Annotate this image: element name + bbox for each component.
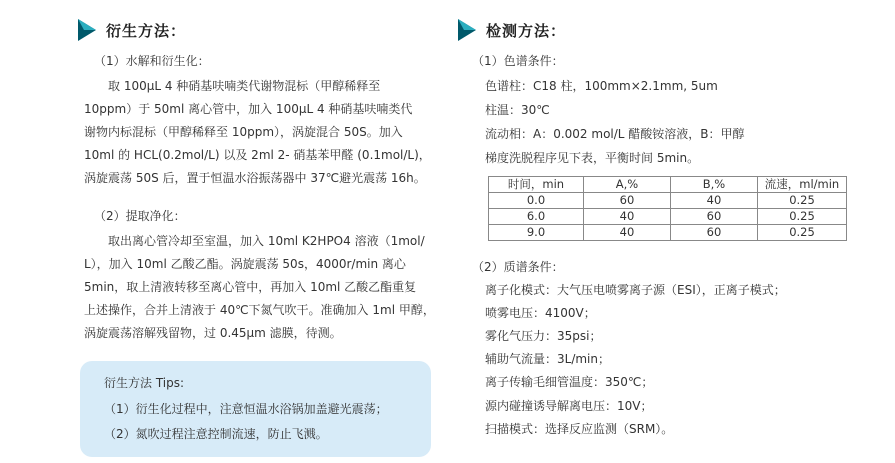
left-s1-title: （1）水解和衍生化： — [94, 54, 210, 68]
right-s2-line: 辅助气流量：3L/min； — [485, 352, 610, 366]
table-cell: 40 — [584, 225, 671, 241]
right-s2-title: （2）质谱条件： — [472, 260, 564, 274]
table-cell: 60 — [584, 193, 671, 209]
right-s1-line: 流动相：A：0.002 mol/L 醋酸铵溶液，B：甲醇 — [485, 127, 745, 141]
left-heading — [78, 16, 186, 44]
right-s1-title: （1）色谱条件： — [472, 54, 564, 68]
right-heading — [458, 16, 566, 44]
table-header-cell: A,% — [584, 177, 671, 193]
left-heading-text: 衍生方法： — [106, 21, 187, 40]
left-s2-line: 上述操作，合并上清液于 40℃下氮气吹干。准确加入 1ml 甲醇， — [84, 303, 435, 317]
table-cell: 0.0 — [489, 193, 584, 209]
left-s2-line: 5min，取上清液转移至离心管中，再加入 10ml 乙酸乙酯重复 — [84, 280, 417, 294]
table-cell: 9.0 — [489, 225, 584, 241]
left-s1-line: 取 100μL 4 种硝基呋喃类代谢物混标（甲醇稀释至 — [108, 79, 381, 93]
table-cell: 6.0 — [489, 209, 584, 225]
table-row — [489, 193, 847, 209]
table-row — [489, 225, 847, 241]
left-s2-line: 取出离心管冷却至室温，加入 10ml K2HPO4 溶液（1mol/ — [108, 234, 425, 248]
left-s1-line: 谢物内标混标（甲醇稀释至 10ppm），涡旋混合 50S。加入 — [84, 125, 403, 139]
table-cell: 40 — [671, 193, 758, 209]
table-cell: 60 — [671, 209, 758, 225]
left-s2-title: （2）提取净化： — [94, 209, 186, 223]
table-cell: 0.25 — [758, 225, 847, 241]
right-s2-line: 源内碰撞诱导解离电压：10V； — [485, 399, 653, 413]
left-s1-line: 10ppm）于 50ml 离心管中，加入 100μL 4 种硝基呋喃类代 — [84, 102, 413, 116]
tips-title: 衍生方法 Tips: — [104, 376, 185, 390]
triangle-bullet-icon — [458, 19, 478, 41]
right-s2-line: 离子传输毛细管温度：350℃； — [485, 375, 654, 389]
table-cell: 60 — [671, 225, 758, 241]
table-cell: 0.25 — [758, 193, 847, 209]
tips-item: （1）衍生化过程中，注意恒温水浴锅加盖避光震荡； — [104, 402, 388, 416]
right-s1-line: 柱温：30℃ — [485, 103, 550, 117]
right-s2-line: 喷雾电压：4100V； — [485, 306, 596, 320]
triangle-bullet-icon — [78, 19, 98, 41]
right-s1-line: 梯度洗脱程序见下表，平衡时间 5min。 — [485, 151, 700, 165]
right-heading-text: 检测方法： — [486, 21, 567, 40]
table-header-cell: B,% — [671, 177, 758, 193]
table-cell: 40 — [584, 209, 671, 225]
table-row — [489, 209, 847, 225]
left-s1-line: 涡旋震荡 50S 后，置于恒温水浴振荡器中 37℃避光震荡 16h。 — [84, 171, 426, 185]
table-header-row — [489, 177, 847, 193]
left-s2-line: L），加入 10ml 乙酸乙酯。涡旋震荡 50s，4000r/min 离心 — [84, 257, 406, 271]
gradient-table — [488, 176, 847, 241]
table-header-cell: 时间，min — [489, 177, 584, 193]
right-s2-line: 雾化气压力：35psi； — [485, 329, 602, 343]
table-cell: 0.25 — [758, 209, 847, 225]
tips-item: （2）氮吹过程注意控制流速，防止飞溅。 — [104, 427, 328, 441]
left-s1-line: 10ml 的 HCL(0.2mol/L) 以及 2ml 2- 硝基苯甲醛 (0.1mol/L)， — [84, 148, 431, 162]
left-s2-line: 涡旋震荡溶解残留物，过 0.45μm 滤膜，待测。 — [84, 326, 342, 340]
right-s1-line: 色谱柱：C18 柱，100mm×2.1mm, 5um — [485, 79, 718, 93]
table-header-cell: 流速，ml/min — [758, 177, 847, 193]
right-s2-line: 扫描模式：选择反应监测（SRM）。 — [485, 422, 674, 436]
right-s2-line: 离子化模式：大气压电喷雾离子源（ESI），正离子模式； — [485, 283, 786, 297]
